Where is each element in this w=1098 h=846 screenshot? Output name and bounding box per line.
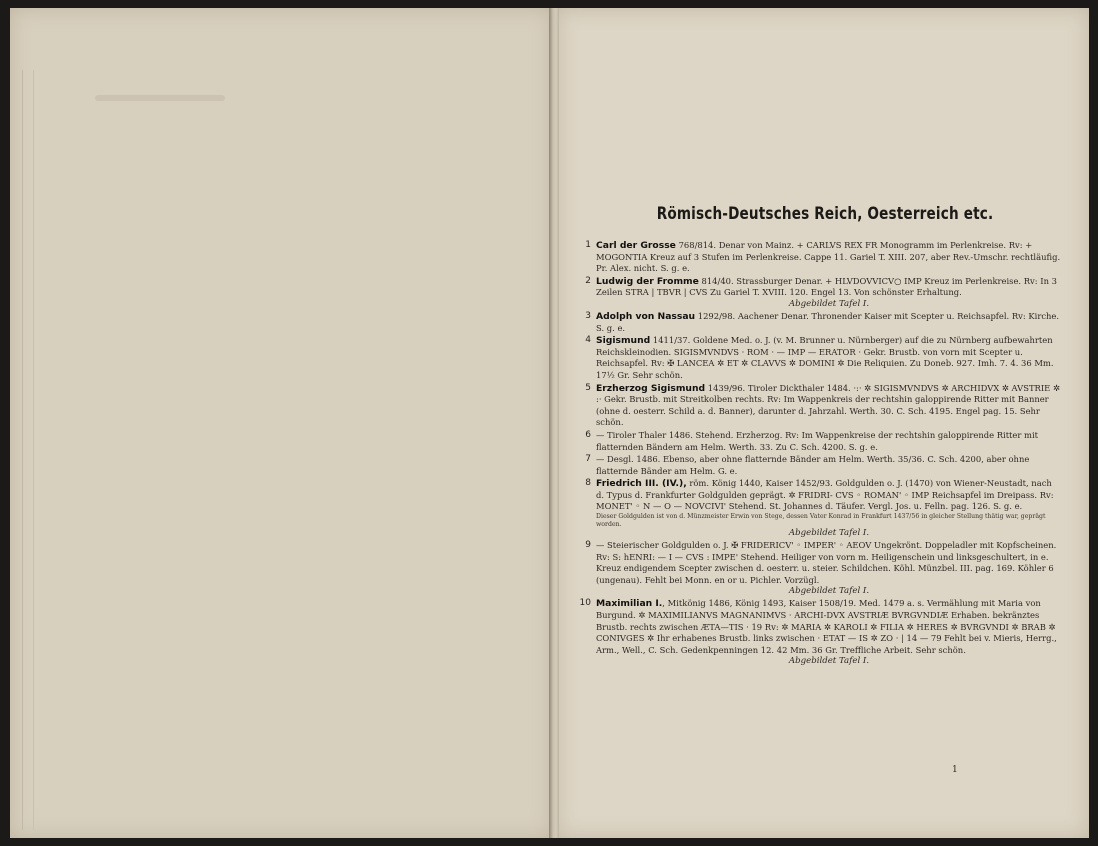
entry-ruler: Maximilian I. — [596, 598, 663, 610]
entry-text: — Steierischer Goldgulden o. J. ✠ FRIDERICV' ◦ IMPER' ◦ AEOV Ungekrönt. Doppeladler mit Kopfscheinen. Rv: S: hENRI: — I — CVS : IMPE' Stehend. Heiliger von vorn m. Heiligenschein und linksgeschultert, in e. Kreuz endigendem Scepter zwischen d. oesterr. u. steier. Schildchen. Köhl. Münzbel. III. pag. 169. Köhler 6 (ungenau). Fehlt bei Monn. en or u. Pichler. Vorzügl. — [596, 540, 1057, 585]
catalogue-entry — [578, 430, 1062, 453]
page-heading: Römisch-Deutsches Reich, Oesterreich etc. — [656, 204, 994, 224]
entry-number: 8 — [585, 478, 591, 489]
entry-text: 814/40. Strassburger Denar. + HLVDOVVICV○ IMP Kreuz im Perlenkreise. Rv: In 3 Zeilen STRA | TBVR | CVS Zu Gariel T. XVIII. 120. Engel 13. Von schönster Erhaltung. — [596, 275, 1057, 298]
entry-number: 2 — [585, 275, 591, 286]
entry-ruler: Friedrich III. (IV.), — [596, 478, 687, 490]
entry-ruler: Ludwig der Fromme — [596, 275, 699, 287]
illustration-note: Abgebildet Tafel I. — [788, 656, 870, 667]
entry-number: 6 — [585, 429, 591, 440]
left-page-edge — [22, 70, 34, 830]
entry-text: röm. König 1440, Kaiser 1452/93. Goldgulden o. J. (1470) von Wiener-Neustadt, nach d. Typus d. Frankfurter Goldgulden geprägt. ✲ FRIDRI- CVS ◦ ROMAN' ◦ IMP Reichsapfel im Dreipass. Rv: MONET' ◦ N — O — NOVCIVI' Stehend. St. Johannes d. Täufer. Vergl. Jos. u. Felln. pag. 126. S. g. e. — [596, 478, 1054, 512]
page-number: 1 — [952, 765, 958, 775]
catalogue-entry — [578, 276, 1062, 310]
catalogue-entries — [578, 240, 1062, 668]
catalogue-entry — [578, 383, 1062, 429]
entry-text: 1411/37. Goldene Med. o. J. (v. M. Brunner u. Nürnberger) auf die zu Nürnberg aufbewahrten Reichskleinodien. SIGISMVNDVS · ROM · — IMP — ERATOR · Gekr. Brustb. von vorn mit Scepter u. Reichsapfel. Rv: ✠ LANCEA ✲ ET ✲ CLAVVS ✲ DOMINI ✲ Die Reliquien. Zu Doneb. 927. Imh. 7. 4. 36 Mm. 17½ Gr. Sehr schön. — [596, 335, 1054, 380]
entry-ruler: Adolph von Nassau — [596, 310, 696, 322]
catalogue-entry — [578, 478, 1062, 539]
entry-number: 1 — [585, 240, 591, 250]
entry-text: , Mitkönig 1486, König 1493, Kaiser 1508/19. Med. 1479 a. s. Vermählung mit Maria von Burgund. ✲ MAXIMILIANVS MAGNANIMVS · ARCHI-DVX AVSTRIÆ BVRGVNDIÆ Erhaben. bekränztes Brustb. rechts zwischen ÆTA—TIS · 19 Rv: ✲ MARIA ✲ KAROLI ✲ FILIA ✲ HERES ✲ BVRGVNDI ✲ BRAB ✲ CONIVGES ✲ Ihr erhabenes Brustb. links zwischen · ETAT — IS ✲ ZO · | 14 — 79 Fehlt bei v. Mieris, Herrg., Arm., Well., C. Sch. Gedenkpenningen 12. 42 Mm. 36 Gr. Treffliche Arbeit. Sehr schön. — [596, 598, 1057, 655]
book-gutter — [549, 8, 559, 838]
illustration-note: Abgebildet Tafel I. — [788, 586, 870, 597]
left-page — [10, 8, 552, 838]
catalogue-entry — [578, 540, 1062, 597]
entry-ruler: Erzherzog Sigismund — [596, 382, 706, 394]
entry-text: 1439/96. Tiroler Dickthaler 1484. ·:· ✲ SIGISMVNDVS ✲ ARCHIDVX ✲ AVSTRIE ✲ :· Gekr. Brustb. mit Streitkolben rechts. Rv: Im Wappenkreis der rechtshin galoppirende Ritter mit Banner (ohne d. oesterr. Schild a. d. Banner), darunter d. Jahrzahl. Werth. 30. C. Sch. 4195. Engel pag. 15. Sehr schön. — [596, 382, 1060, 428]
entry-footnote: Dieser Goldgulden ist von d. Münzmeister Erwin von Stege, dessen Vater Konrad in Frankfurt 1437/56 in gleicher Stellung thätig war, geprägt worden. — [596, 513, 1046, 528]
entry-text: 768/814. Denar von Mainz. + CARLVS REX FR Monogramm im Perlenkreise. Rv: + MOGONTIA Kreuz auf 3 Stufen im Perlenkreise. Cappe 11. Gariel T. XIII. 207, aber Rev.-Umschr. rechtläufig. Pr. Alex. nicht. S. g. e. — [596, 240, 1061, 274]
entry-text: — Desgl. 1486. Ebenso, aber ohne flatternde Bänder am Helm. Werth. 35/36. C. Sch. 4200, aber ohne flatternde Bänder am Helm. G. e. — [596, 454, 1030, 476]
catalogue-entry — [578, 335, 1062, 381]
catalogue-entry — [578, 240, 1062, 275]
entry-number: 7 — [585, 454, 591, 465]
entry-text: 1292/98. Aachener Denar. Thronender Kaiser mit Scepter u. Reichsapfel. Rv: Kirche. S. g. e. — [596, 310, 1060, 333]
entry-ruler: Sigismund — [596, 335, 651, 347]
entry-ruler: Carl der Grosse — [596, 240, 676, 251]
entry-number: 10 — [579, 598, 591, 609]
entry-text: — Tiroler Thaler 1486. Stehend. Erzherzog. Rv: Im Wappenkreise der rechtshin galoppirende Ritter mit flatternden Bändern am Helm. Werth. 33. Zu C. Sch. 4200. S. g. e. — [596, 429, 1039, 452]
entry-number: 4 — [585, 335, 591, 346]
illustration-note: Abgebildet Tafel I. — [788, 298, 870, 309]
entry-number: 5 — [585, 382, 591, 393]
illustration-note: Abgebildet Tafel I. — [788, 528, 870, 539]
entry-number: 9 — [585, 540, 591, 551]
catalogue-entry — [578, 454, 1062, 477]
catalogue-entry — [578, 598, 1062, 667]
entry-number: 3 — [585, 310, 591, 321]
catalogue-entry — [578, 311, 1062, 334]
left-page-stain — [95, 95, 225, 101]
